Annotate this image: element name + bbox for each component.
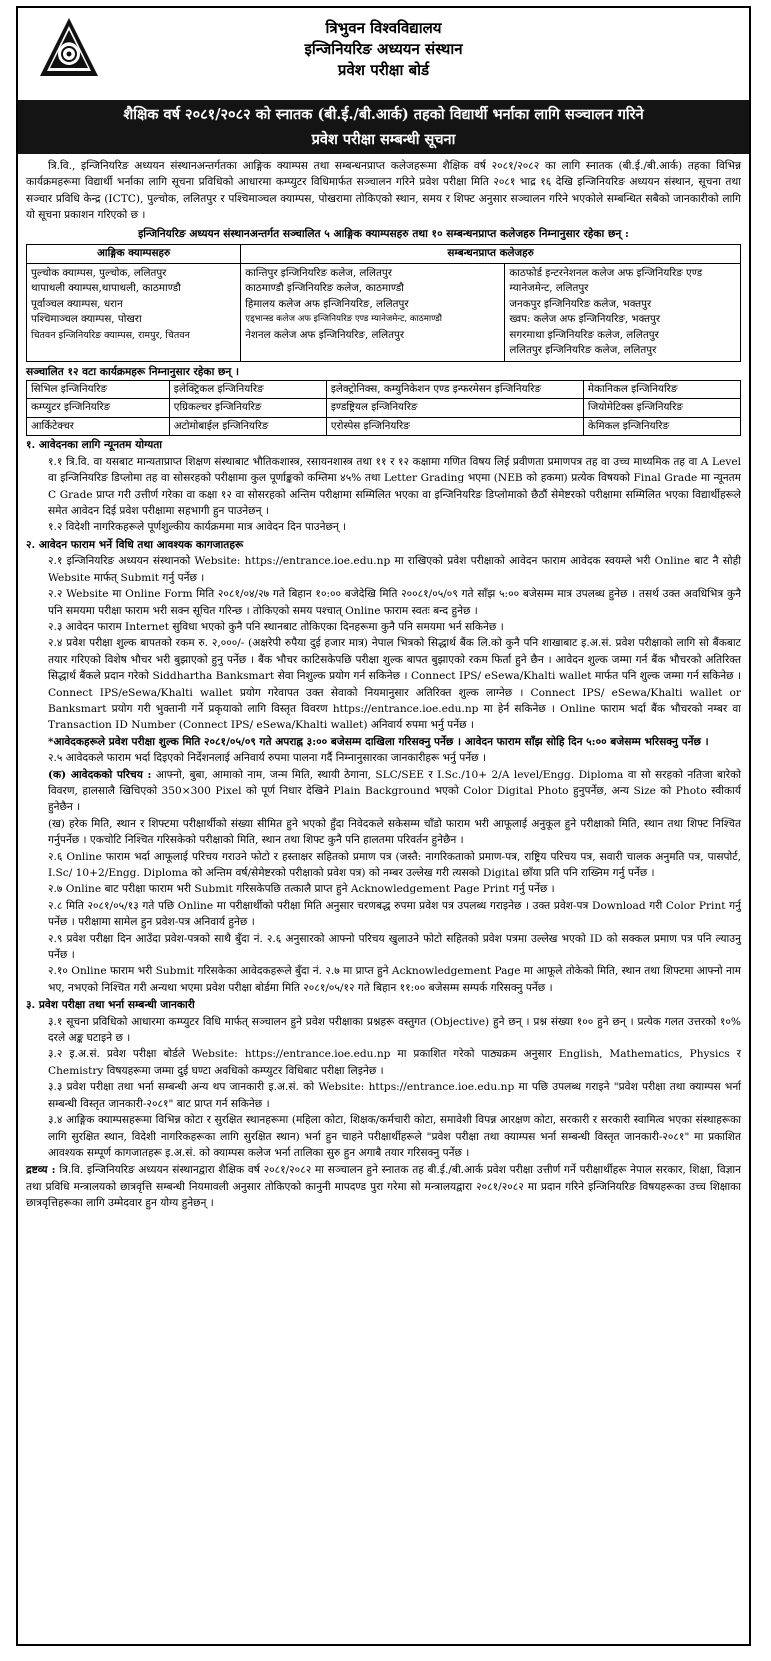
program-cell: इलेक्ट्रोनिक्स, कम्युनिकेशन एण्ड इन्फरमेसन इन्जिनियरिङ: [326, 380, 583, 399]
list-item: काठमाण्डौ इन्जिनियरिङ कलेज, काठमाण्डौ: [245, 282, 404, 295]
affiliated-header: सम्बन्धनप्राप्त कलेजहरु: [241, 245, 741, 264]
section-2-title: २. आवेदन फाराम भर्ने विधि तथा आवश्यक कागजातहरू: [26, 538, 244, 551]
list-item: पश्चिमाञ्चल क्याम्पस, पोखरा: [31, 313, 142, 326]
program-cell: इण्डष्ट्रियल इन्जिनियरिङ: [326, 399, 583, 418]
affiliated-list-b: [505, 263, 741, 361]
paragraph-2-5-a: [26, 767, 741, 816]
paragraph-3-1: ३.१ सूचना प्रविधिको आधारमा कम्प्युटर विधि मार्फत् सञ्चालन हुने प्रवेश परीक्षाका प्रश्नहरू वस्तुगत (Objective) हुने छन् । प्रश्न संख्या १०० हुने छन् । प्रत्येक गलत उत्तरको १०% दरले अङ्क घटाइने छ ।: [48, 1015, 741, 1045]
institute-name: इन्जिनियरिङ अध्ययन संस्थान: [304, 40, 463, 58]
paragraph-2-5: २.५ आवेदकले फाराम भर्दा दिइएको निर्देशनलाई अनिवार्य रुपमा पालना गर्दै निम्नानुसारका जानकारीहरू भर्नु पर्नेछ ।: [48, 752, 486, 765]
colleges-table: [26, 244, 741, 362]
paragraph-3-2: ३.२ इ.अ.सं. प्रवेश परीक्षा बोर्डले Website: https://entrance.ioe.edu.np मा प्रकाशित गरेको पाठ्यक्रम अनुसार English, Mathematics, Physics र Chemistry विषयहरूमा जम्मा दुई घण्टा अवधिको कम्प्युटर विधिबाट परीक्षा लिइनेछ ।: [48, 1048, 741, 1077]
paragraph-2-4: २.४ प्रवेश परीक्षा शुल्क बापतको रकम रु. २,०००/- (अक्षरेपी रुपैया दुई हजार मात्र) नेपाल भित्रको सिद्धार्थ बैंक लि.को कुनै पनि शाखाबाट इ.अ.सं. प्रवेश परीक्षाको लागि सो बैंकबाट तयार गरिएको विशेष भौचर भरी बुझाएको हुनु पर्नेछ । बैंक भौचर काटिसकेपछि परीक्षा शुल्क बापत बुझाएको रकम फिर्ता हुने छैन । आवेदन शुल्क जम्मा गर्न बैंक भौचरको अतिरिक्त सिद्धार्थ बैंकले प्रदान गरेको Siddhartha Banksmart सेवा निशुल्क प्रयोग गर्न सकिनेछ । Connect IPS/ eSewa/Khalti wallet मार्फत पनि शुल्क जम्मा गर्न सकिनेछ । Connect IPS/eSewa/Khalti wallet प्रयोग गरेवापत उक्त सेवाको नियमानुसार अतिरिक्त शुल्क लाग्नेछ । Connect IPS/ eSewa/Khalti wallet or Banksmart प्रयोग गरी भुक्तानी गर्ने प्रकृयाको लागि विस्तृत विवरण https://entrance.ioe.edu.np मा हेर्न सकिनेछ । Online फाराम भर्दा बैंक भौचरको नम्बर वा Transaction ID Number (Connect IPS/ eSewa/Khalti wallet) अनिवार्य रुपमा भर्नु पर्नेछ ।: [48, 637, 741, 732]
table-row: [27, 380, 741, 399]
masthead: [18, 8, 749, 100]
list-item: सगरमाथा इन्जिनियरिङ कलेज, ललितपुर: [509, 328, 659, 341]
banner-line-1: शैक्षिक वर्ष २०८१/२०८२ को स्नातक (बी.ई./बी.आर्क) तहको विद्यार्थी भर्नाका लागि सञ्चालन गरिने: [123, 106, 644, 123]
applicant-info-text: आफ्नो, बुबा, आमाको नाम, जन्म मिति, स्थायी ठेगाना, SLC/SEE र I.Sc./10+ 2/A level/Engg. Diploma वा सो सरहको नतिजा बारेको विवरण, हालसालै खिचिएको 350×300 Pixel को पूर्ण निधार देखिने Plain Background भएको Color Digital Photo हुनुपर्नेछ, अन्य Size को Photo स्वीकार्य हुनेछैन ।: [48, 768, 741, 814]
paragraph-2-8: २.८ मिति २०८१/०५/१३ गते पछि Online मा परीक्षार्थीको परीक्षा मिति अनुसार चरणबद्ध रुपमा प्रवेश पत्र उपलब्ध गराइनेछ । उक्त प्रवेश-पत्र Download गरी Color Print गर्नु पर्नेछ । परीक्षामा सामेल हुन प्रवेश-पत्र अनिवार्य हुनेछ ।: [48, 899, 741, 929]
paragraph-2-9: २.९ प्रवेश परीक्षा दिन आउँदा प्रवेश-पत्रको साथै बुँदा नं. २.६ अनुसारको आफ्नो परिचय खुलाउने फोटो सहितको प्रवेश पत्रमा उल्लेख भएको ID को सक्कल प्रमाण पत्र पनि ल्याउनु पर्नेछ ।: [48, 932, 741, 962]
list-item: चितवन इन्जिनियरिङ क्याम्पस, रामपुर, चितवन: [31, 329, 190, 341]
notice-page: [16, 6, 751, 1646]
paragraph-2-10: २.१० Online फाराम भरी Submit गरिसकेका आवेदकहरूले बुँदा नं. २.७ मा प्राप्त हुने Acknowledgement Page मा आफूले तोकेको मिति, स्थान तथा शिफ्टमा आफ्नो नाम भए, नभएको निश्चित गरी अन्यथा भएमा प्रवेश परीक्षा बोर्डमा मिति २०८१/०५/१२ गते बिहान ११:०० बजेसम्म सम्पर्क गरिसक्नु पर्नेछ ।: [48, 965, 741, 994]
section-3-title: ३. प्रवेश परीक्षा तथा भर्ना सम्बन्धी जानकारी: [26, 999, 195, 1012]
university-name: त्रिभुवन विश्वविद्यालय: [325, 19, 442, 37]
paragraph-1-2: १.२ विदेशी नागरिकहरूले पूर्णशुल्कीय कार्यक्रममा मात्र आवेदन दिन पाउनेछन् ।: [48, 521, 347, 534]
applicant-info-label: (क) आवेदकको परिचय :: [48, 768, 152, 781]
paragraph-2-1: २.१ इन्जिनियरिङ अध्ययन संस्थानको Website: https://entrance.ioe.edu.np मा राखिएको प्रवेश परीक्षाको आवेदन फाराम आवेदक स्वयम्ले भरी Online बाट नै सोही Website मार्फत् Submit गर्नु पर्नेछ ।: [48, 555, 741, 584]
list-item: नेशनल कलेज अफ इन्जिनियरिङ, ललितपुर: [245, 328, 405, 341]
list-item: ललितपुर इन्जिनियरिङ कलेज, ललितपुर: [509, 344, 657, 357]
table-row: [27, 399, 741, 418]
notice-body: [18, 154, 749, 1212]
table-row: [27, 417, 741, 436]
title-banner: [18, 100, 749, 154]
program-cell: केमिकल इन्जिनियरिङ: [583, 417, 740, 436]
banner-line-2: प्रवेश परीक्षा सम्बन्धी सूचना: [311, 131, 456, 148]
list-item: हिमालय कलेज अफ इन्जिनियरिङ, ललितपुर: [245, 297, 409, 310]
paragraph-2-7: २.७ Online बाट परीक्षा फाराम भरी Submit गरिसकेपछि तत्कालै प्राप्त हुने Acknowledgement Page Print गर्नु पर्नेछ ।: [48, 883, 555, 896]
program-cell: आर्किटेक्चर: [27, 417, 170, 436]
programs-table: [26, 380, 741, 437]
list-item: कान्तिपुर इन्जिनियरिङ कलेज, ललितपुर: [245, 266, 392, 279]
footnote: [26, 1162, 741, 1211]
program-cell: एरोस्पेस इन्जिनियरिङ: [326, 417, 583, 436]
fee-deadline-note: *आवेदकहरूले प्रवेश परीक्षा शुल्क मिति २०८१/०५/०९ गते अपराह्न ३:०० बजेसम्म दाखिला गरिसक्नु पर्नेछ । आवेदन फाराम साँझ सोहि दिन ५:०० बजेसम्म भरिसक्नु पर्नेछ ।: [48, 735, 709, 748]
intro-paragraph: त्रि.वि., इन्जिनियरिङ अध्ययन संस्थानअन्तर्गतका आङ्गिक क्याम्पस तथा सम्बन्धनप्राप्त कलेजहरूमा शैक्षिक वर्ष २०८१/२०८२ का लागि स्नातक (बी.ई./बी.आर्क) तहका विभिन्न कार्यक्रमहरूमा विद्यार्थी भर्नाका लागि सूचना प्रविधिको आधारमा कम्प्युटर विधिमार्फत सञ्चालन गरिने प्रवेश परीक्षा मिति २०८१ भाद्र १६ देखि इन्जिनियरिङ अध्ययन संस्थान, सूचना तथा सञ्चार प्रविधि केन्द्र (ICTC), पुल्चोक, ललितपुर र पश्चिमाञ्चल क्याम्पस, पोखरामा तोकिएको स्थान, समय र शिफ्ट अनुसार सञ्चालन गरिने भएकोले सम्बन्धित सबैको जानकारीको लागि यो सूचना प्रकाशन गरिएको छ ।: [26, 160, 741, 222]
program-cell: जियोमेटिक्स इन्जिनियरिङ: [583, 399, 740, 418]
program-cell: अटोमोबाईल इन्जिनियरिङ: [169, 417, 326, 436]
list-item: ख्वप: कलेज अफ इन्जिनियरिङ, भक्तपुर: [509, 313, 661, 326]
programs-heading: सञ्चालित १२ वटा कार्यक्रमहरू निम्नानुसार रहेका छन् ।: [26, 365, 240, 378]
paragraph-2-6: २.६ Online फाराम भर्दा आफूलाई परिचय गराउने फोटो र हस्ताक्षर सहितको प्रमाण पत्र (जस्तै: नागरिकताको प्रमाण-पत्र, राष्ट्रिय परिचय पत्र, सवारी चालक अनुमति पत्र, पासपोर्ट, I.Sc/ 10+2/Engg. Diploma को अन्तिम वर्ष/सेमेष्टरको परीक्षाको प्रवेश पत्र) को नम्बर उल्लेख गरी त्यसको Digital छाँया प्रति पनि राख्निम गर्नु पर्नेछ ।: [48, 850, 741, 879]
program-cell: इलेक्ट्रिकल इन्जिनियरिङ: [169, 380, 326, 399]
list-item: जनकपुर इन्जिनियरिङ कलेज, भक्तपुर: [509, 297, 652, 310]
colleges-heading: इन्जिनियरिङ अध्ययन संस्थानअन्तर्गत सञ्चालित ५ आङ्गिक क्याम्पसहरु तथा १० सम्बन्धनप्राप्त कलेजहरु निम्नानुसार रहेका छन् :: [138, 227, 629, 240]
paragraph-3-4: ३.४ आङ्गिक क्याम्पसहरूमा विभिन्न कोटा र सुरक्षित स्थानहरूमा (महिला कोटा, शिक्षक/कर्मचारी कोटा, समावेशी विपन्न आरक्षण कोटा, सरकारी र सरकारी स्वामित्व भएका संस्थाहरूका लागि सुरक्षित स्थान, विदेशी नागरिकहरूका लागि सुरक्षित स्थान) भर्ना हुन चाहने परीक्षार्थीहरूले "प्रवेश परीक्षा तथा क्याम्पस भर्ना सम्बन्धी विस्तृत जानकारी-२०८१" मा प्रकाशित आवश्यक सम्पूर्ण कागजातहरू इ.अ.सं. को क्याम्पस कलेज भर्ना तालिका सुरु हुन अगाबै तयार गरिसक्नु पर्नेछ ।: [48, 1114, 741, 1159]
program-cell: सिभिल इन्जिनियरिङ: [27, 380, 170, 399]
paragraph-1-1: १.१ त्रि.वि. वा यसबाट मान्यताप्राप्त शिक्षण संस्थाबाट भौतिकशास्त्र, रसायनशास्त्र तथा ११ र १२ कक्षामा गणित विषय लिई प्रवीणता प्रमाणपत्र तह वा उच्च माध्यमिक तह वा A Level वा इन्जिनियरिङ डिप्लोमा तह वा सोसरहको परीक्षामा कुल पूर्णाङ्कको कम्तिमा ४५% तथा Letter Grading भएमा (NEB को हकमा) प्रत्येक विषयको Final Grade मा न्यूनतम C Grade प्राप्त गरी उत्तीर्ण गरेका वा कक्षा १२ वा सोसरहको अन्तिम परीक्षामा सम्मिलित भएका वा इन्जिनियरिङ डिप्लोमाको छैठौं सेमेष्टरको परीक्षामा सम्मिलित भएका विद्यार्थीहरूले समेत आवेदन दिई प्रवेश परीक्षामा सहभागी हुन पाउनेछन् ।: [48, 455, 741, 518]
constituent-header: आङ्गिक क्याम्पसहरु: [27, 245, 241, 264]
program-cell: कम्प्युटर इन्जिनियरिङ: [27, 399, 170, 418]
list-item: थापाथली क्याम्पस,थापाथली, काठमाण्डौ: [31, 282, 181, 295]
paragraph-2-5-b: (ख) हरेक मिति, स्थान र शिफ्टमा परीक्षार्थीको संख्या सीमित हुने भएको हुँदा निवेदकले सकेसम्म चाँडो फाराम भरी आफूलाई अनुकूल हुने परीक्षाको मिति, स्थान तथा शिफ्ट निश्चित गर्नुपर्नेछ । एकचोटि निश्चित गरिसकेको परीक्षाको मिति, स्थान तथा शिफ्ट कुनै पनि हालतमा परिवर्तन हुनेछैन ।: [48, 817, 741, 847]
program-cell: मेकानिकल इन्जिनियरिङ: [583, 380, 740, 399]
footnote-label: द्रष्टव्य :: [26, 1164, 56, 1177]
paragraph-2-3: २.३ आवेदन फाराम Internet सुविधा भएको कुनै पनि स्थानबाट तोकिएका दिनहरूमा कुनै पनि समयमा भर्न सकिनेछ ।: [48, 620, 504, 633]
list-item: पुल्चोक क्याम्पस, पुल्चोक, ललितपुर: [31, 266, 167, 279]
affiliated-list-a: [241, 263, 505, 361]
list-item: पूर्वाञ्चल क्याम्पस, धरान: [31, 297, 123, 310]
constituent-list: [27, 263, 241, 361]
list-item: काठफोर्ड इन्टरनेशनल कलेज अफ इन्जिनियरिङ एण्ड म्यानेजमेन्ट, ललितपुर: [509, 266, 703, 295]
section-1-title: १. आवेदनका लागि न्यूनतम योग्यता: [26, 439, 162, 452]
paragraph-3-3: ३.३ प्रवेश परीक्षा तथा भर्ना सम्बन्धी अन्य थप जानकारी इ.अ.सं. को Website: https://entrance.ioe.edu.np मा पछि उपलब्ध गराइने "प्रवेश परीक्षा तथा क्याम्पस भर्ना सम्बन्धी विस्तृत जानकारी-२०८१" बाट प्राप्त गर्न सकिनेछ ।: [48, 1081, 741, 1110]
paragraph-2-2: २.२ Website मा Online Form मिति २०८१/०४/२७ गते बिहान १०:०० बजेदेखि मिति २००८१/०५/०९ गते साँझ ५:०० बजेसम्म मात्र उपलब्ध हुनेछ । तसर्थ उक्त अवधिभित्र कुनै पनि समयमा परीक्षा फाराम भरी सक्न सूचित गरिन्छ । तोकिएको समय पश्चात् Online फाराम स्वतः बन्द हुनेछ ।: [48, 588, 741, 617]
footnote-text: त्रि.वि. इन्जिनियरिङ अध्ययन संस्थानद्वारा शैक्षिक वर्ष २०८१/२०८२ मा सञ्चालन हुने स्नातक तह बी.ई./बी.आर्क प्रवेश परीक्षा उत्तीर्ण गर्ने परीक्षार्थीहरू नेपाल सरकार, शिक्षा, विज्ञान तथा प्रविधि मन्त्रालयको छात्रवृत्ति सम्बन्धी नियमावली अनुसार तोकिएको कानुनी मापदण्ड पुरा गरेमा सो मन्त्रालयद्वारा २०८१/२०८२ मा प्रदान गरिने इन्जिनियरिङ विषयहरूका उच्च शिक्षाका छात्रवृत्तिहरूका लागि उम्मेदवार हुन योग्य हुनेछन् ।: [26, 1164, 741, 1210]
program-cell: एग्रिकल्चर इन्जिनियरिङ: [169, 399, 326, 418]
board-name: प्रवेश परीक्षा बोर्ड: [337, 61, 430, 79]
list-item: एड्भान्स्ड कलेज अफ इन्जिनियरिङ एण्ड म्यानेजमेन्ट, काठमाण्डौ: [245, 314, 442, 325]
